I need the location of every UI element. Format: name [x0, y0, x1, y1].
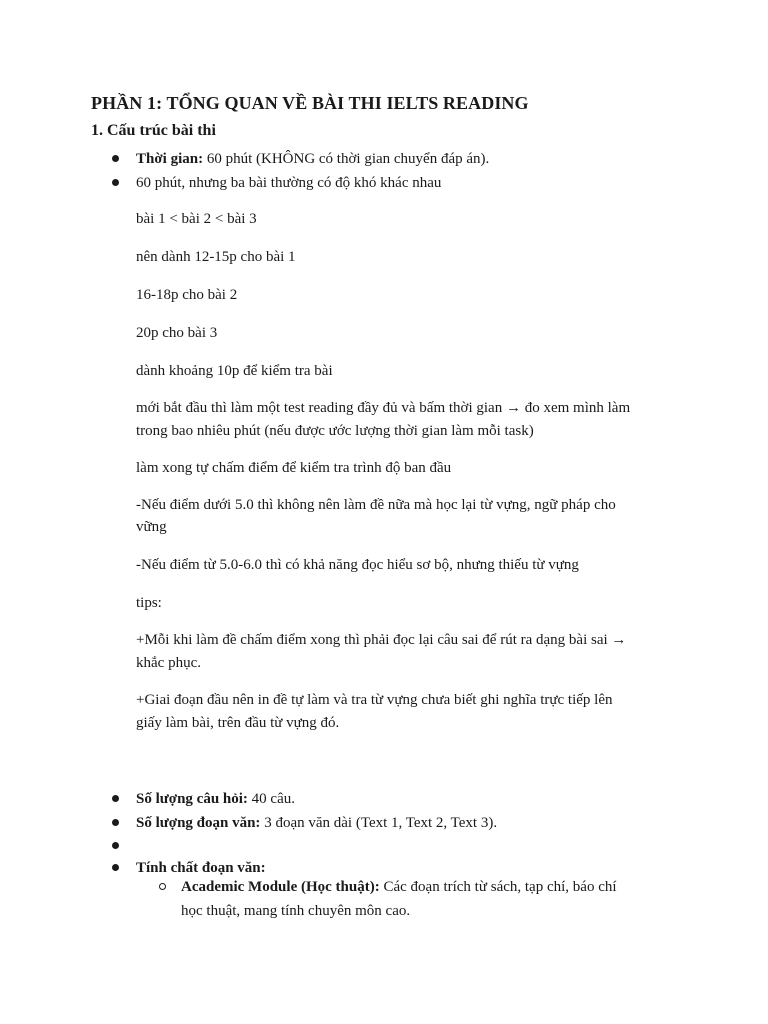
note-review: dành khoảng 10p để kiểm tra bài — [136, 363, 333, 379]
bullet-dot — [112, 179, 119, 186]
list-item-text: 60 phút (KHÔNG có thời gian chuyển đáp án). — [203, 151, 490, 167]
section-heading: 1. Cấu trúc bài thi — [91, 122, 216, 139]
note-order: bài 1 < bài 2 < bài 3 — [136, 211, 257, 227]
note-below5-line1: -Nếu điểm dưới 5.0 thì không nên làm đề nữa mà học lại từ vựng, ngữ pháp cho — [136, 497, 616, 513]
sub-list-item-label: Academic Module (Học thuật): — [181, 879, 380, 895]
note-time-2: 16-18p cho bài 2 — [136, 287, 238, 303]
note-range5-6: -Nếu điểm từ 5.0-6.0 thì có khả năng đọc hiểu sơ bộ, nhưng thiếu từ vựng — [136, 557, 579, 573]
note-tip2-line2: giấy làm bài, trên đầu từ vựng đó. — [136, 715, 340, 731]
bullet-dot — [112, 795, 119, 802]
note-below5-line2: vững — [136, 519, 167, 535]
list-item-label: Số lượng đoạn văn: — [136, 815, 261, 831]
note-advice-line1: mới bắt đầu thì làm một test reading đầy đủ và bấm thời gian → đo xem mình làm — [136, 400, 631, 416]
list-item-label: Thời gian: — [136, 151, 204, 167]
sub-list-item-academic-line1 — [181, 876, 617, 898]
note-tip1-line2: khắc phục. — [136, 655, 201, 671]
list-item-time — [136, 148, 489, 170]
bullet-dot — [112, 155, 119, 162]
bullet-dot-empty-item — [112, 842, 119, 849]
note-grade: làm xong tự chấm điểm để kiểm tra trình độ ban đầu — [136, 460, 452, 476]
bullet-dot — [112, 864, 119, 871]
list-item-question-count — [136, 788, 295, 810]
page-title: PHẦN 1: TỔNG QUAN VỀ BÀI THI IELTS READING — [91, 93, 529, 113]
list-item-label: Tính chất đoạn văn: — [136, 860, 266, 876]
list-item-text: 40 câu. — [247, 791, 295, 807]
sub-list-item-academic-line2: học thuật, mang tính chuyên môn cao. — [181, 903, 411, 919]
list-item-text: 60 phút, nhưng ba bài thường có độ khó khác nhau — [136, 175, 442, 191]
sub-list-item-text: Các đoạn trích từ sách, tạp chí, báo chí — [379, 879, 617, 895]
note-tip1-line1: +Mỗi khi làm đề chấm điểm xong thì phải đọc lại câu sai để rút ra dạng bài sai → — [136, 632, 627, 648]
note-time-1: nên dành 12-15p cho bài 1 — [136, 249, 296, 265]
note-advice-line2: trong bao nhiêu phút (nếu được ước lượng thời gian làm mỗi task) — [136, 423, 534, 439]
note-time-3: 20p cho bài 3 — [136, 325, 218, 341]
list-item-difficulty — [136, 172, 441, 194]
note-tips-label: tips: — [136, 595, 162, 611]
note-tip2-line1: +Giai đoạn đầu nên in đề tự làm và tra từ vựng chưa biết ghi nghĩa trực tiếp lên — [136, 692, 613, 708]
list-item-passage-count — [136, 812, 497, 834]
sub-bullet-circle — [159, 883, 166, 890]
list-item-label: Số lượng câu hỏi: — [136, 791, 248, 807]
list-item-text: 3 đoạn văn dài (Text 1, Text 2, Text 3). — [260, 815, 498, 831]
bullet-dot — [112, 819, 119, 826]
